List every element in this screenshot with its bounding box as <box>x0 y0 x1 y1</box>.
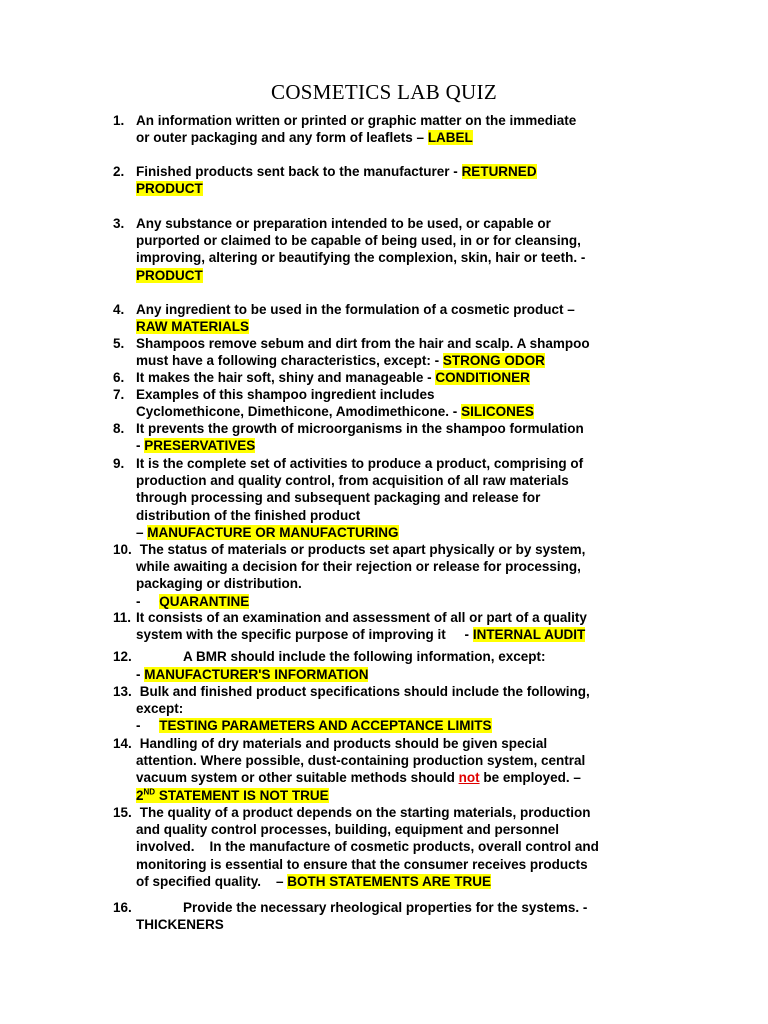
quiz-item-11: 11. It consists of an examination and assessment of all or part of a quality system with the specific purpose of improving it - INTERNAL AUDIT <box>113 610 587 643</box>
quiz-item-6: 6. It makes the hair soft, shiny and manageable - CONDITIONER <box>113 370 530 385</box>
emphasis-not: not <box>458 770 480 786</box>
quiz-item-14: 14. Handling of dry materials and products should be given special attention. Where possible, dust-containing production system, central vacuum system or other suitable methods should not be employed. – 2ND STATEMENT IS NOT TRUE <box>113 736 586 803</box>
quiz-item-15: 15. The quality of a product depends on the starting materials, production and quality control processes, building, equipment and personnel involved. In the manufacture of cosmetic products, overall control and monitoring is essential to ensure that the consumer receives products of specified quality. – BOTH STATEMENTS ARE TRUE <box>113 805 599 889</box>
quiz-item-3: 3. Any substance or preparation intended to be used, or capable or purported or claimed to be capable of being used, in or for cleansing, improving, altering or beautifying the complexion, skin, hair or teeth. - PRODUCT <box>113 216 586 283</box>
answer-highlight: CONDITIONER <box>435 370 530 385</box>
quiz-item-9: 9. It is the complete set of activities to produce a product, comprising of production and quality control, from acquisition of all raw materials through processing and subsequent packaging and release for distribution of the finished product – MANUFACTURE OR MANUFACTURING <box>113 456 584 540</box>
answer-highlight: RAW MATERIALS <box>136 319 249 335</box>
quiz-item-4: 4. Any ingredient to be used in the formulation of a cosmetic product – RAW MATERIALS <box>113 302 575 335</box>
answer-highlight: PRODUCT <box>136 267 203 283</box>
quiz-item-2: 2. Finished products sent back to the manufacturer - RETURNED PRODUCT <box>113 164 537 197</box>
quiz-item-5: 5. Shampoos remove sebum and dirt from the hair and scalp. A shampoo must have a following characteristics, except: - STRONG ODOR <box>113 336 590 369</box>
answer-highlight: MANUFACTURE OR MANUFACTURING <box>147 524 399 540</box>
answer-highlight: PRESERVATIVES <box>144 438 256 454</box>
answer-highlight: BOTH STATEMENTS ARE TRUE <box>287 873 492 889</box>
answer-highlight: TESTING PARAMETERS AND ACCEPTANCE LIMITS <box>159 718 492 734</box>
quiz-item-7: 7. Examples of this shampoo ingredient includes Cyclomethicone, Dimethicone, Amodimethicone. - SILICONES <box>113 387 534 420</box>
answer-highlight: QUARANTINE <box>159 593 250 609</box>
quiz-item-8: 8. It prevents the growth of microorganisms in the shampoo formulation - PRESERVATIVES <box>113 421 584 454</box>
answer-highlight: INTERNAL AUDIT <box>472 627 586 643</box>
quiz-item-12: 12. A BMR should include the following information, except: - MANUFACTURER'S INFORMATION <box>113 649 546 683</box>
answer-highlight: STRONG ODOR <box>442 353 545 369</box>
answer-highlight: SILICONES <box>461 404 534 420</box>
answer-highlight: LABEL <box>427 130 473 146</box>
quiz-item-1: 1. An information written or printed or graphic matter on the immediate or outer packaging and any form of leaflets – LABEL <box>113 113 577 146</box>
quiz-item-16: 16. Provide the necessary rheological properties for the systems. - THICKENERS <box>113 900 588 933</box>
quiz-item-13: 13. Bulk and finished product specifications should include the following, except: - TESTING PARAMETERS AND ACCEPTANCE LIMITS <box>113 684 590 734</box>
answer-highlight: 2ND STATEMENT IS NOT TRUE <box>136 787 329 803</box>
answer-highlight: RETURNED <box>461 164 537 179</box>
answer-highlight: MANUFACTURER'S INFORMATION <box>144 667 369 683</box>
quiz-item-10: 10. The status of materials or products set apart physically or by system, while awaiting a decision for their rejection or release for processing, packaging or distribution. - QUARANTINE <box>113 542 586 609</box>
page-title: COSMETICS LAB QUIZ <box>271 80 497 104</box>
answer-highlight: PRODUCT <box>136 181 203 197</box>
